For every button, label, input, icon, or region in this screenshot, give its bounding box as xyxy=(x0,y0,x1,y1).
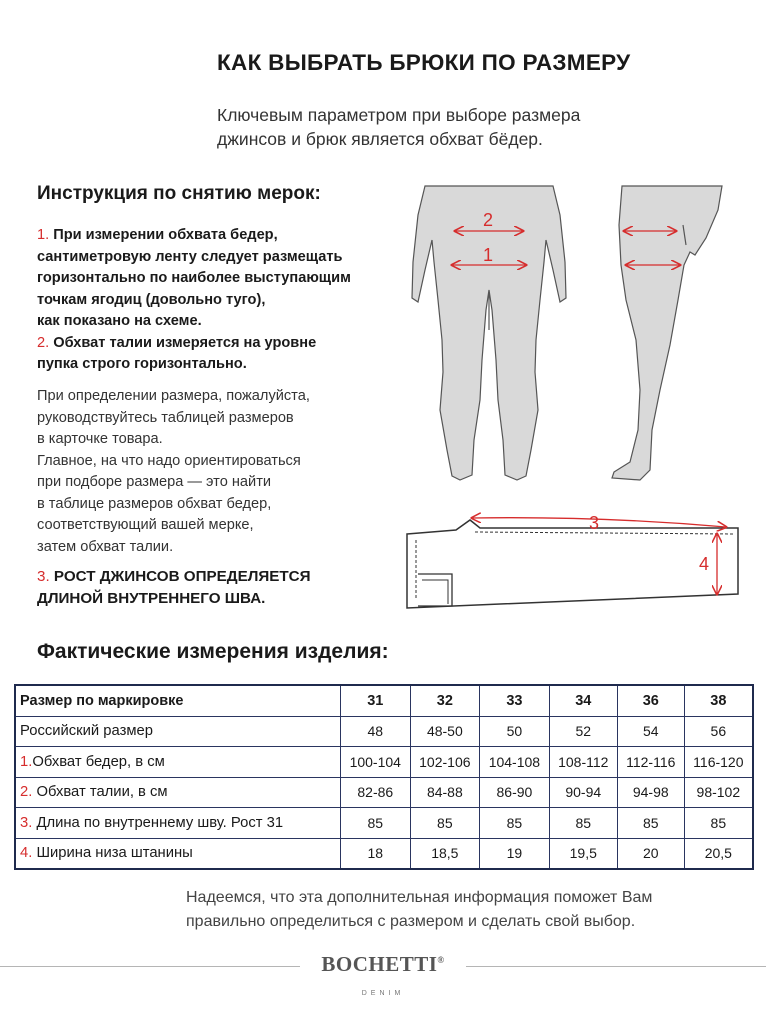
table-row xyxy=(15,808,753,839)
intro-line: джинсов и брюк является обхват бёдер. xyxy=(217,129,543,149)
side-body-figure xyxy=(612,186,722,480)
rise-note-line: ДЛИНОЙ ВНУТРЕННЕГО ШВА. xyxy=(37,589,266,607)
instruction-1-line: точкам ягодиц (довольно туго), xyxy=(37,291,266,308)
table-cell: 116-120 xyxy=(684,747,753,778)
guidance-line: затем обхват талии. xyxy=(37,538,174,555)
size-header: 38 xyxy=(684,685,753,716)
table-cell: 104-108 xyxy=(480,747,550,778)
table-cell: 56 xyxy=(684,716,753,747)
table-cell: 85 xyxy=(684,808,753,839)
rise-note-number: 3. xyxy=(37,568,50,585)
table-cell: 48 xyxy=(341,716,411,747)
table-cell: 48-50 xyxy=(410,716,480,747)
guidance-line: соответствующий вашей мерке, xyxy=(37,517,254,533)
table-cell: 85 xyxy=(480,808,550,839)
table-header-label: Размер по маркировке xyxy=(15,685,341,716)
guidance-line: в таблице размеров обхват бедер, xyxy=(37,495,272,512)
guidance-line: при подборе размера — это найти xyxy=(37,474,272,490)
table-title: Фактические измерения изделия: xyxy=(37,640,389,663)
size-header: 32 xyxy=(410,685,480,716)
guidance-line: При определении размера, пожалуйста, xyxy=(37,388,310,404)
instruction-1-line: как показано на схеме. xyxy=(37,313,202,329)
table-cell: 102-106 xyxy=(410,747,480,778)
leg-length-number: 3 xyxy=(588,513,600,533)
table-cell: 84-88 xyxy=(410,777,480,808)
row-label: 1.Обхват бедер, в см xyxy=(15,747,341,778)
row-label: 2. Обхват талии, в см xyxy=(15,777,341,808)
footer-note xyxy=(186,886,652,934)
table-cell: 50 xyxy=(480,716,550,747)
table-cell: 85 xyxy=(617,808,684,839)
instruction-1-line: сантиметровую ленту следует размещать xyxy=(37,248,343,265)
brand-logo: BOCHETTI® xyxy=(321,952,445,976)
table-cell: 86-90 xyxy=(480,777,550,808)
table-cell: 90-94 xyxy=(549,777,617,808)
table-cell: 94-98 xyxy=(617,777,684,808)
brand-divider-left xyxy=(0,966,300,967)
brand-divider-right xyxy=(466,966,766,967)
size-header: 34 xyxy=(549,685,617,716)
table-cell: 20,5 xyxy=(684,838,753,869)
size-table xyxy=(14,684,754,870)
instruction-2-line: 2. Обхват талии измеряется на уровне xyxy=(37,334,317,351)
intro-line: Ключевым параметром при выборе размера xyxy=(217,105,581,125)
table-cell: 18 xyxy=(341,838,411,869)
row-label: 4. Ширина низа штанины xyxy=(15,838,341,869)
table-cell: 19,5 xyxy=(549,838,617,869)
instruction-2-number: 2. xyxy=(37,334,50,351)
instructions-title: Инструкция по снятию мерок: xyxy=(37,183,321,204)
guidance-line: руководствуйтесь таблицей размеров xyxy=(37,409,294,426)
table-cell: 85 xyxy=(341,808,411,839)
guidance-line: Главное, на что надо ориентироваться xyxy=(37,452,301,469)
instruction-1-number: 1. xyxy=(37,227,50,243)
instruction-1-line: горизонтально по наиболее выступающим xyxy=(37,270,351,286)
table-cell: 108-112 xyxy=(549,747,617,778)
table-header-row xyxy=(15,685,753,716)
size-header: 33 xyxy=(480,685,550,716)
front-body-figure xyxy=(412,186,566,480)
table-cell: 98-102 xyxy=(684,777,753,808)
row-label: Российский размер xyxy=(15,716,341,747)
table-row xyxy=(15,838,753,869)
instruction-2-line: пупка строго горизонтально. xyxy=(37,356,247,372)
rise-note-line: 3. РОСТ ДЖИНСОВ ОПРЕДЕЛЯЕТСЯ xyxy=(37,568,311,585)
footer-line: Надеемся, что эта дополнительная информация поможет Вам xyxy=(186,889,653,906)
page-title: КАК ВЫБРАТЬ БРЮКИ ПО РАЗМЕРУ xyxy=(217,50,631,75)
front-top-number: 2 xyxy=(482,210,494,230)
table-cell: 18,5 xyxy=(410,838,480,869)
table-cell: 112-116 xyxy=(617,747,684,778)
table-cell: 85 xyxy=(549,808,617,839)
table-cell: 52 xyxy=(549,716,617,747)
table-cell: 82-86 xyxy=(341,777,411,808)
row-label: 3. Длина по внутреннему шву. Рост 31 xyxy=(15,808,341,839)
front-bottom-number: 1 xyxy=(482,245,494,265)
table-cell: 20 xyxy=(617,838,684,869)
instruction-1-line: 1. При измерении обхвата бедер, xyxy=(37,227,278,243)
footer-line: правильно определиться с размером и сделать свой выбор. xyxy=(186,913,636,930)
size-header: 31 xyxy=(341,685,411,716)
table-row xyxy=(15,747,753,778)
table-row xyxy=(15,777,753,808)
size-header: 36 xyxy=(617,685,684,716)
table-cell: 54 xyxy=(617,716,684,747)
table-cell: 100-104 xyxy=(341,747,411,778)
table-row xyxy=(15,716,753,747)
table-cell: 19 xyxy=(480,838,550,869)
brand-subtitle: DENIM xyxy=(361,990,405,997)
table-cell: 85 xyxy=(410,808,480,839)
trouser-leg-diagram xyxy=(407,520,738,608)
leg-width-number: 4 xyxy=(698,554,710,574)
guidance-line: в карточке товара. xyxy=(37,431,163,447)
